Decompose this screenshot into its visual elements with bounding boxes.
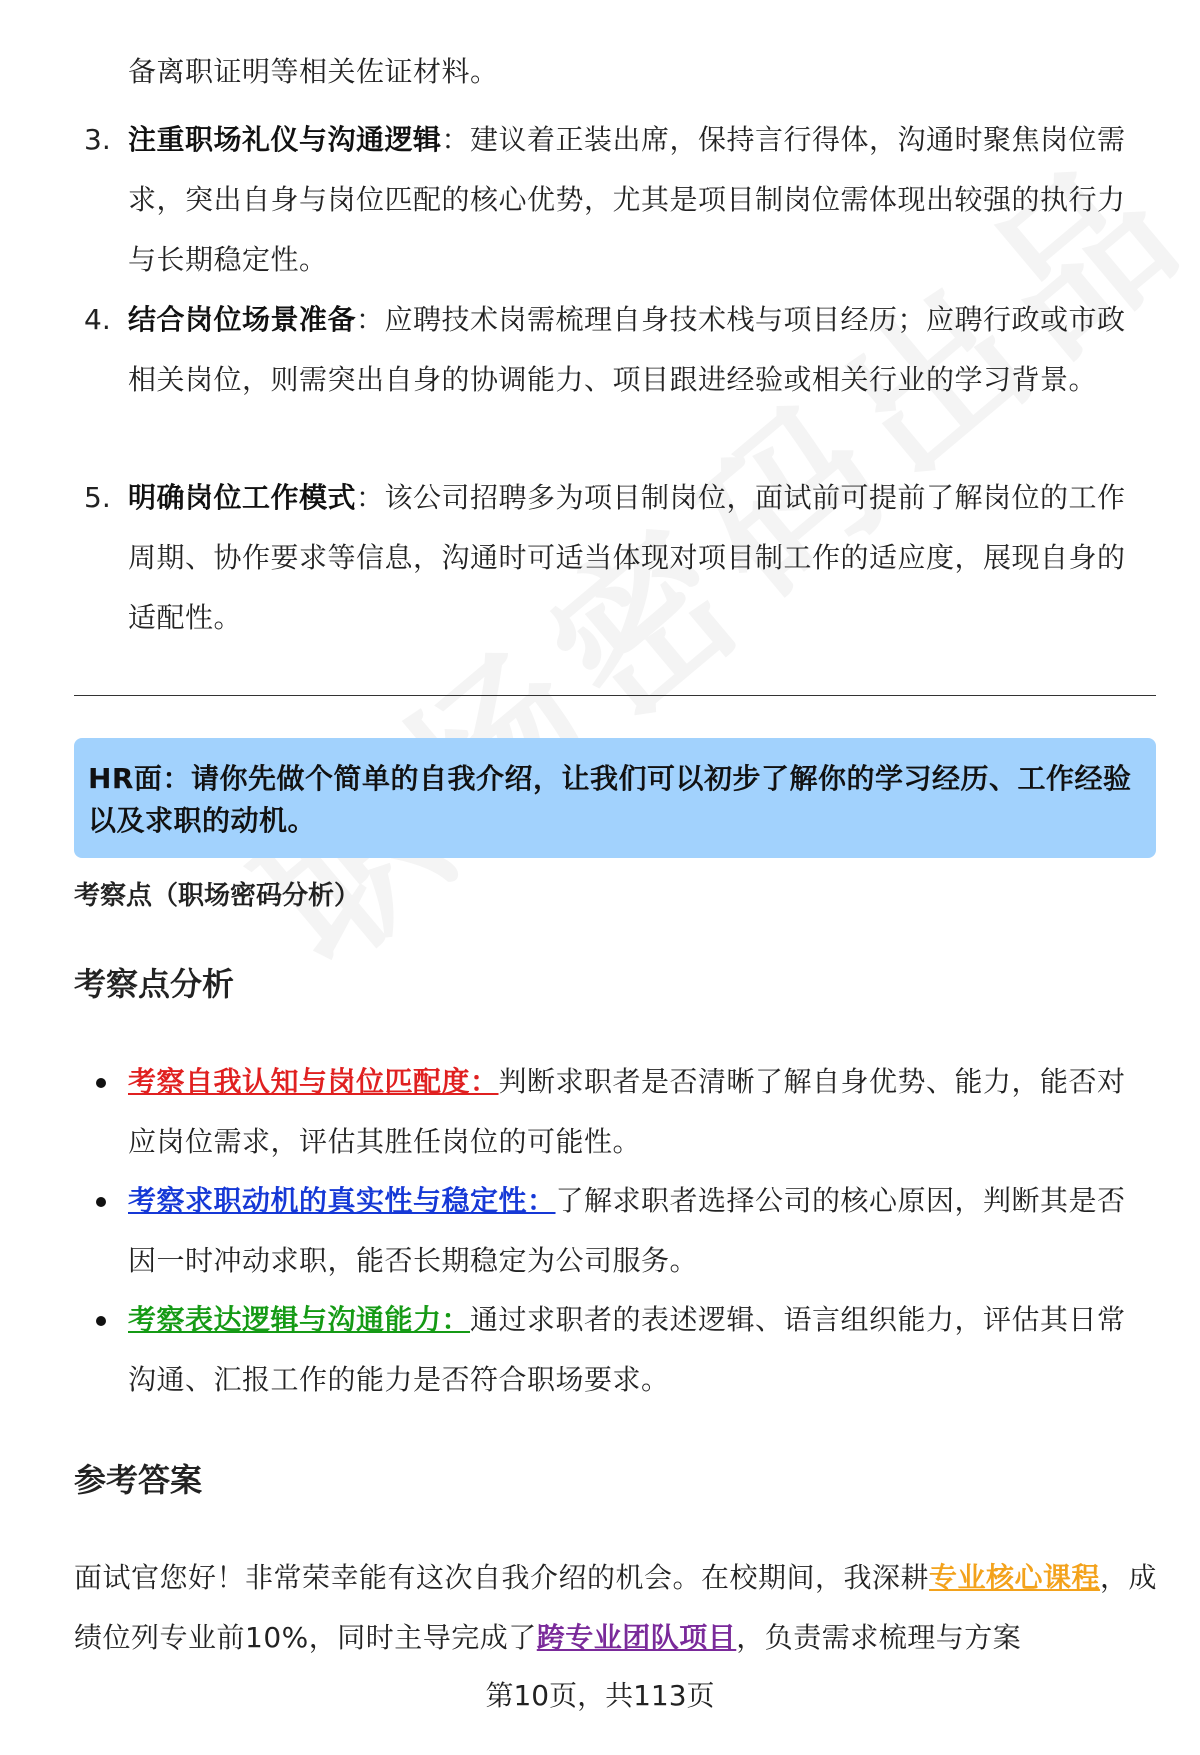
answer-text: 面试官您好！非常荣幸能有这次自我介绍的机会。在校期间，我深耕 [74,1561,930,1594]
analysis-text [128,1290,1148,1410]
highlight-term: 跨专业团队项目 [536,1621,737,1654]
list-item-text [128,468,1148,648]
separator: ： [441,123,471,156]
list-item-title: 结合岗位场景准备 [128,303,357,336]
answer-heading: 参考答案 [74,1461,203,1499]
answer-text: ，成绩位列专业前10%，同时主导完成了 [74,1561,1158,1654]
bullet-dot [96,1197,106,1207]
separator: ： [356,481,385,514]
question-box [74,738,1156,858]
list-item-title: 明确岗位工作模式 [128,481,357,514]
list-item-text [128,110,1148,290]
list-item-title: 注重职场礼仪与沟通逻辑 [128,123,442,156]
analysis-text [128,1171,1148,1291]
analysis-title: 考察自我认知与岗位匹配度： [128,1065,499,1098]
list-item-body: 应聘技术岗需梳理自身技术栈与项目经历；应聘行政或市政相关岗位，则需突出自身的协调能力、项目跟进经验或相关行业的学习背景。 [128,303,1126,396]
list-number: 3. [84,123,111,156]
highlight-term: 专业核心课程 [929,1561,1101,1594]
page-number: 第10页，共113页 [485,1679,715,1712]
list-item-body: 建议着正装出席，保持言行得体，沟通时聚焦岗位需求，突出自身与岗位匹配的核心优势，尤其是项目制岗位需体现出较强的执行力与长期稳定性。 [128,123,1126,276]
list-continuation: 备离职证明等相关佐证材料。 [128,55,499,88]
bullet-dot [96,1316,106,1326]
sub-label: 考察点（职场密码分析） [74,881,361,911]
separator: ： [356,303,385,336]
divider [74,695,1156,696]
analysis-body: 通过求职者的表述逻辑、语言组织能力，评估其日常沟通、汇报工作的能力是否符合职场要求。 [128,1303,1126,1396]
analysis-heading: 考察点分析 [74,965,235,1003]
answer-text: ，负责需求梳理与方案 [736,1621,1022,1654]
list-number: 4. [84,303,111,336]
analysis-body: 了解求职者选择公司的核心原因，判断其是否因一时冲动求职，能否长期稳定为公司服务。 [128,1184,1126,1277]
analysis-title: 考察求职动机的真实性与稳定性： [128,1184,556,1217]
list-item-text [128,290,1148,410]
analysis-title: 考察表达逻辑与沟通能力： [128,1303,471,1336]
bullet-dot [96,1078,106,1088]
list-item-body: 该公司招聘多为项目制岗位，面试前可提前了解岗位的工作周期、协作要求等信息，沟通时可适当体现对项目制工作的适应度，展现自身的适配性。 [128,481,1126,634]
answer-paragraph [74,1548,1164,1668]
analysis-body: 判断求职者是否清晰了解自身优势、能力，能否对应岗位需求，评估其胜任岗位的可能性。 [128,1065,1126,1158]
analysis-text [128,1052,1148,1172]
list-number: 5. [84,481,111,514]
question-text: HR面：请你先做个简单的自我介绍，让我们可以初步了解你的学习经历、工作经验以及求职的动机。 [88,762,1132,837]
